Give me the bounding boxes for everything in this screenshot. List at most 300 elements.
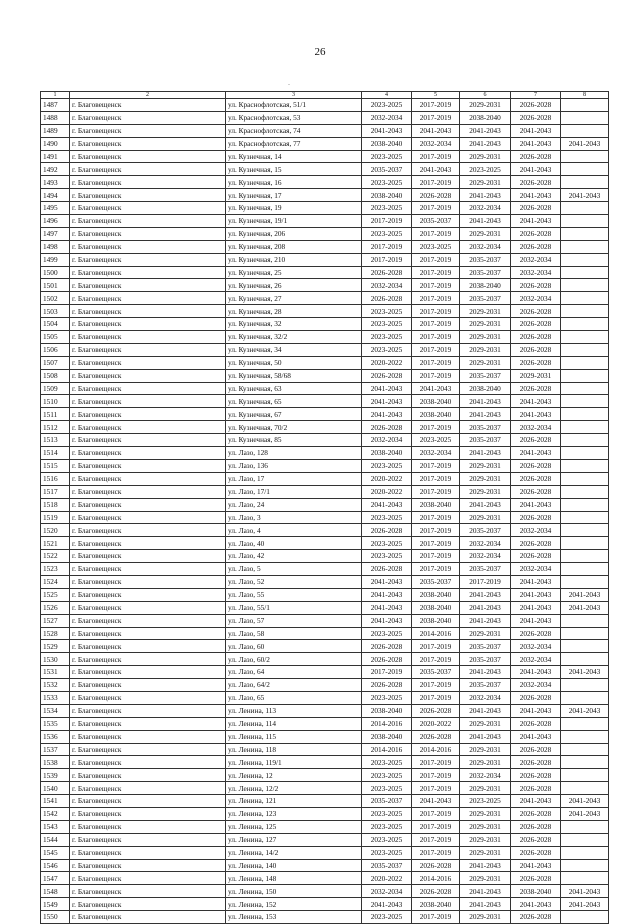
period-col-7-cell: 2026-2028 bbox=[511, 511, 561, 524]
city-cell: г. Благовещенск bbox=[70, 111, 226, 124]
table-row bbox=[41, 640, 609, 653]
period-col-8-cell: 2041-2043 bbox=[561, 898, 609, 911]
city-cell: г. Благовещенск bbox=[70, 215, 226, 228]
column-number-7: 7 bbox=[511, 92, 561, 99]
row-number-cell: 1489 bbox=[41, 124, 70, 137]
period-col-6-cell: 2029-2031 bbox=[460, 833, 511, 846]
period-col-4-cell: 2023-2025 bbox=[362, 911, 412, 924]
table-row bbox=[41, 266, 609, 279]
row-number-cell: 1491 bbox=[41, 150, 70, 163]
period-col-5-cell: 2017-2019 bbox=[412, 253, 460, 266]
period-col-4-cell: 2038-2040 bbox=[362, 189, 412, 202]
period-col-7-cell: 2041-2043 bbox=[511, 137, 561, 150]
period-col-5-cell: 2017-2019 bbox=[412, 485, 460, 498]
address-cell: ул. Ленина, 12/2 bbox=[226, 782, 362, 795]
table-row bbox=[41, 498, 609, 511]
row-number-cell: 1544 bbox=[41, 833, 70, 846]
period-col-4-cell: 2023-2025 bbox=[362, 511, 412, 524]
address-cell: ул. Кузнечная, 32 bbox=[226, 318, 362, 331]
period-col-8-cell bbox=[561, 498, 609, 511]
address-cell: ул. Кузнечная, 28 bbox=[226, 305, 362, 318]
period-col-5-cell: 2017-2019 bbox=[412, 756, 460, 769]
table-row bbox=[41, 189, 609, 202]
period-col-7-cell: 2032-2034 bbox=[511, 653, 561, 666]
table-row bbox=[41, 421, 609, 434]
period-col-5-cell: 2026-2028 bbox=[412, 704, 460, 717]
period-col-4-cell: 2041-2043 bbox=[362, 575, 412, 588]
table-row bbox=[41, 575, 609, 588]
period-col-6-cell: 2041-2043 bbox=[460, 447, 511, 460]
period-col-8-cell bbox=[561, 176, 609, 189]
period-col-4-cell: 2041-2043 bbox=[362, 898, 412, 911]
period-col-4-cell: 2023-2025 bbox=[362, 150, 412, 163]
period-col-8-cell bbox=[561, 563, 609, 576]
period-col-4-cell: 2014-2016 bbox=[362, 743, 412, 756]
period-col-6-cell: 2041-2043 bbox=[460, 601, 511, 614]
period-col-6-cell: 2041-2043 bbox=[460, 189, 511, 202]
table-row bbox=[41, 240, 609, 253]
row-number-cell: 1531 bbox=[41, 666, 70, 679]
table-row bbox=[41, 459, 609, 472]
address-cell: ул. Кузнечная, 14 bbox=[226, 150, 362, 163]
period-col-7-cell: 2041-2043 bbox=[511, 588, 561, 601]
period-col-7-cell: 2032-2034 bbox=[511, 640, 561, 653]
period-col-4-cell: 2023-2025 bbox=[362, 756, 412, 769]
period-col-6-cell: 2035-2037 bbox=[460, 640, 511, 653]
row-number-cell: 1529 bbox=[41, 640, 70, 653]
table-row bbox=[41, 369, 609, 382]
period-col-4-cell: 2020-2022 bbox=[362, 485, 412, 498]
table-row bbox=[41, 524, 609, 537]
period-col-5-cell: 2017-2019 bbox=[412, 846, 460, 859]
period-col-5-cell: 2017-2019 bbox=[412, 640, 460, 653]
table-row bbox=[41, 227, 609, 240]
period-col-5-cell: 2017-2019 bbox=[412, 150, 460, 163]
period-col-5-cell: 2017-2019 bbox=[412, 537, 460, 550]
table-row bbox=[41, 111, 609, 124]
row-number-cell: 1504 bbox=[41, 318, 70, 331]
period-col-8-cell bbox=[561, 395, 609, 408]
row-number-cell: 1509 bbox=[41, 382, 70, 395]
period-col-6-cell: 2029-2031 bbox=[460, 846, 511, 859]
address-cell: ул. Ленина, 14/2 bbox=[226, 846, 362, 859]
city-cell: г. Благовещенск bbox=[70, 691, 226, 704]
city-cell: г. Благовещенск bbox=[70, 769, 226, 782]
period-col-8-cell: 2041-2043 bbox=[561, 588, 609, 601]
period-col-8-cell: 2041-2043 bbox=[561, 807, 609, 820]
table-row bbox=[41, 846, 609, 859]
city-cell: г. Благовещенск bbox=[70, 550, 226, 563]
period-col-8-cell bbox=[561, 266, 609, 279]
city-cell: г. Благовещенск bbox=[70, 472, 226, 485]
period-col-4-cell: 2017-2019 bbox=[362, 666, 412, 679]
city-cell: г. Благовещенск bbox=[70, 447, 226, 460]
address-cell: ул. Кузнечная, 19/1 bbox=[226, 215, 362, 228]
row-number-cell: 1507 bbox=[41, 356, 70, 369]
period-col-8-cell bbox=[561, 356, 609, 369]
column-number-4: 4 bbox=[362, 92, 412, 99]
period-col-6-cell: 2029-2031 bbox=[460, 305, 511, 318]
period-col-5-cell: 2026-2028 bbox=[412, 885, 460, 898]
period-col-6-cell: 2029-2031 bbox=[460, 343, 511, 356]
row-number-cell: 1523 bbox=[41, 563, 70, 576]
address-cell: ул. Кузнечная, 63 bbox=[226, 382, 362, 395]
period-col-4-cell: 2020-2022 bbox=[362, 356, 412, 369]
period-col-4-cell: 2023-2025 bbox=[362, 807, 412, 820]
period-col-8-cell: 2041-2043 bbox=[561, 704, 609, 717]
row-number-cell: 1493 bbox=[41, 176, 70, 189]
period-col-8-cell bbox=[561, 472, 609, 485]
period-col-4-cell: 2041-2043 bbox=[362, 382, 412, 395]
period-col-4-cell: 2035-2037 bbox=[362, 859, 412, 872]
address-cell: ул. Лазо, 55/1 bbox=[226, 601, 362, 614]
city-cell: г. Благовещенск bbox=[70, 640, 226, 653]
table-row bbox=[41, 563, 609, 576]
row-number-cell: 1533 bbox=[41, 691, 70, 704]
period-col-6-cell: 2029-2031 bbox=[460, 472, 511, 485]
address-cell: ул. Лазо, 4 bbox=[226, 524, 362, 537]
period-col-7-cell: 2026-2028 bbox=[511, 150, 561, 163]
period-col-7-cell: 2026-2028 bbox=[511, 911, 561, 924]
period-col-4-cell: 2038-2040 bbox=[362, 447, 412, 460]
table-row bbox=[41, 717, 609, 730]
row-number-cell: 1505 bbox=[41, 331, 70, 344]
period-col-7-cell: 2026-2028 bbox=[511, 227, 561, 240]
period-col-8-cell bbox=[561, 653, 609, 666]
row-number-cell: 1511 bbox=[41, 408, 70, 421]
address-cell: ул. Лазо, 24 bbox=[226, 498, 362, 511]
row-number-cell: 1519 bbox=[41, 511, 70, 524]
address-cell: ул. Лазо, 60/2 bbox=[226, 653, 362, 666]
period-col-8-cell: 2041-2043 bbox=[561, 137, 609, 150]
table-row bbox=[41, 769, 609, 782]
table-row bbox=[41, 537, 609, 550]
period-col-5-cell: 2032-2034 bbox=[412, 447, 460, 460]
table-row bbox=[41, 898, 609, 911]
period-col-4-cell: 2023-2025 bbox=[362, 782, 412, 795]
address-cell: ул. Кузнечная, 19 bbox=[226, 202, 362, 215]
table-row bbox=[41, 253, 609, 266]
period-col-7-cell: 2026-2028 bbox=[511, 111, 561, 124]
period-col-7-cell: 2026-2028 bbox=[511, 807, 561, 820]
period-col-8-cell bbox=[561, 215, 609, 228]
period-col-4-cell: 2041-2043 bbox=[362, 588, 412, 601]
address-cell: ул. Ленина, 140 bbox=[226, 859, 362, 872]
table-row bbox=[41, 833, 609, 846]
city-cell: г. Благовещенск bbox=[70, 885, 226, 898]
period-col-7-cell: 2026-2028 bbox=[511, 691, 561, 704]
address-cell: ул. Лазо, 40 bbox=[226, 537, 362, 550]
table-row bbox=[41, 202, 609, 215]
period-col-7-cell: 2041-2043 bbox=[511, 163, 561, 176]
city-cell: г. Благовещенск bbox=[70, 524, 226, 537]
column-number-5: 5 bbox=[412, 92, 460, 99]
city-cell: г. Благовещенск bbox=[70, 408, 226, 421]
period-col-8-cell bbox=[561, 550, 609, 563]
city-cell: г. Благовещенск bbox=[70, 627, 226, 640]
table-row bbox=[41, 137, 609, 150]
row-number-cell: 1545 bbox=[41, 846, 70, 859]
address-cell: ул. Краснофлотская, 77 bbox=[226, 137, 362, 150]
city-cell: г. Благовещенск bbox=[70, 911, 226, 924]
period-col-8-cell bbox=[561, 318, 609, 331]
period-col-6-cell: 2035-2037 bbox=[460, 434, 511, 447]
row-number-cell: 1498 bbox=[41, 240, 70, 253]
period-col-4-cell: 2035-2037 bbox=[362, 163, 412, 176]
period-col-7-cell: 2026-2028 bbox=[511, 472, 561, 485]
period-col-6-cell: 2032-2034 bbox=[460, 769, 511, 782]
period-col-5-cell: 2017-2019 bbox=[412, 679, 460, 692]
period-col-5-cell: 2038-2040 bbox=[412, 395, 460, 408]
table-row bbox=[41, 704, 609, 717]
period-col-4-cell: 2023-2025 bbox=[362, 691, 412, 704]
period-col-5-cell: 2017-2019 bbox=[412, 563, 460, 576]
table-row bbox=[41, 859, 609, 872]
period-col-6-cell: 2041-2043 bbox=[460, 614, 511, 627]
table-row bbox=[41, 614, 609, 627]
address-cell: ул. Кузнечная, 25 bbox=[226, 266, 362, 279]
period-col-6-cell: 2038-2040 bbox=[460, 111, 511, 124]
period-col-8-cell bbox=[561, 292, 609, 305]
period-col-5-cell: 2017-2019 bbox=[412, 343, 460, 356]
row-number-cell: 1546 bbox=[41, 859, 70, 872]
period-col-5-cell: 2041-2043 bbox=[412, 163, 460, 176]
period-col-7-cell: 2041-2043 bbox=[511, 898, 561, 911]
period-col-6-cell: 2029-2031 bbox=[460, 717, 511, 730]
city-cell: г. Благовещенск bbox=[70, 318, 226, 331]
period-col-8-cell bbox=[561, 421, 609, 434]
table-row bbox=[41, 318, 609, 331]
period-col-4-cell: 2023-2025 bbox=[362, 305, 412, 318]
city-cell: г. Благовещенск bbox=[70, 356, 226, 369]
row-number-cell: 1514 bbox=[41, 447, 70, 460]
period-col-5-cell: 2014-2016 bbox=[412, 627, 460, 640]
table-row bbox=[41, 588, 609, 601]
period-col-7-cell: 2026-2028 bbox=[511, 331, 561, 344]
period-col-5-cell: 2017-2019 bbox=[412, 202, 460, 215]
column-number-1: 1 bbox=[41, 92, 70, 99]
period-col-8-cell bbox=[561, 485, 609, 498]
page-number: 26 bbox=[314, 46, 326, 58]
period-col-8-cell bbox=[561, 163, 609, 176]
period-col-4-cell: 2023-2025 bbox=[362, 331, 412, 344]
period-col-7-cell: 2026-2028 bbox=[511, 318, 561, 331]
table-body bbox=[41, 99, 609, 924]
period-col-4-cell: 2041-2043 bbox=[362, 614, 412, 627]
period-col-5-cell: 2017-2019 bbox=[412, 279, 460, 292]
period-col-5-cell: 2026-2028 bbox=[412, 730, 460, 743]
period-col-8-cell bbox=[561, 240, 609, 253]
city-cell: г. Благовещенск bbox=[70, 279, 226, 292]
period-col-7-cell: 2026-2028 bbox=[511, 279, 561, 292]
address-cell: ул. Лазо, 17 bbox=[226, 472, 362, 485]
city-cell: г. Благовещенск bbox=[70, 872, 226, 885]
table-row bbox=[41, 627, 609, 640]
period-col-8-cell bbox=[561, 769, 609, 782]
row-number-cell: 1542 bbox=[41, 807, 70, 820]
table-row bbox=[41, 511, 609, 524]
period-col-5-cell: 2017-2019 bbox=[412, 292, 460, 305]
period-col-6-cell: 2041-2043 bbox=[460, 395, 511, 408]
period-col-6-cell: 2041-2043 bbox=[460, 215, 511, 228]
period-col-6-cell: 2041-2043 bbox=[460, 666, 511, 679]
row-number-cell: 1494 bbox=[41, 189, 70, 202]
city-cell: г. Благовещенск bbox=[70, 782, 226, 795]
period-col-8-cell bbox=[561, 640, 609, 653]
period-col-8-cell bbox=[561, 150, 609, 163]
row-number-cell: 1501 bbox=[41, 279, 70, 292]
column-number-2: 2 bbox=[70, 92, 226, 99]
table-row bbox=[41, 743, 609, 756]
period-col-4-cell: 2023-2025 bbox=[362, 99, 412, 112]
period-col-4-cell: 2023-2025 bbox=[362, 833, 412, 846]
period-col-7-cell: 2026-2028 bbox=[511, 434, 561, 447]
period-col-7-cell: 2026-2028 bbox=[511, 99, 561, 112]
table-row bbox=[41, 872, 609, 885]
period-col-4-cell: 2041-2043 bbox=[362, 408, 412, 421]
row-number-cell: 1539 bbox=[41, 769, 70, 782]
period-col-4-cell: 2041-2043 bbox=[362, 395, 412, 408]
row-number-cell: 1517 bbox=[41, 485, 70, 498]
row-number-cell: 1497 bbox=[41, 227, 70, 240]
period-col-5-cell: 2014-2016 bbox=[412, 743, 460, 756]
period-col-6-cell: 2029-2031 bbox=[460, 743, 511, 756]
period-col-7-cell: 2026-2028 bbox=[511, 459, 561, 472]
period-col-5-cell: 2017-2019 bbox=[412, 511, 460, 524]
table-row bbox=[41, 653, 609, 666]
address-cell: ул. Лазо, 5 bbox=[226, 563, 362, 576]
period-col-7-cell: 2032-2034 bbox=[511, 253, 561, 266]
period-col-4-cell: 2017-2019 bbox=[362, 240, 412, 253]
city-cell: г. Благовещенск bbox=[70, 331, 226, 344]
period-col-4-cell: 2026-2028 bbox=[362, 266, 412, 279]
period-col-5-cell: 2017-2019 bbox=[412, 833, 460, 846]
period-col-4-cell: 2032-2034 bbox=[362, 111, 412, 124]
table-row bbox=[41, 730, 609, 743]
period-col-7-cell: 2032-2034 bbox=[511, 292, 561, 305]
period-col-7-cell: 2026-2028 bbox=[511, 550, 561, 563]
period-col-7-cell: 2041-2043 bbox=[511, 124, 561, 137]
city-cell: г. Благовещенск bbox=[70, 459, 226, 472]
period-col-8-cell bbox=[561, 743, 609, 756]
period-col-6-cell: 2032-2034 bbox=[460, 240, 511, 253]
period-col-5-cell: 2017-2019 bbox=[412, 305, 460, 318]
row-number-cell: 1543 bbox=[41, 820, 70, 833]
table-row bbox=[41, 550, 609, 563]
period-col-8-cell bbox=[561, 872, 609, 885]
period-col-8-cell bbox=[561, 459, 609, 472]
address-cell: ул. Лазо, 64 bbox=[226, 666, 362, 679]
address-cell: ул. Ленина, 148 bbox=[226, 872, 362, 885]
city-cell: г. Благовещенск bbox=[70, 395, 226, 408]
period-col-6-cell: 2035-2037 bbox=[460, 563, 511, 576]
period-col-6-cell: 2035-2037 bbox=[460, 369, 511, 382]
period-col-4-cell: 2023-2025 bbox=[362, 343, 412, 356]
address-cell: ул. Ленина, 153 bbox=[226, 911, 362, 924]
row-number-cell: 1540 bbox=[41, 782, 70, 795]
scan-mark: . bbox=[288, 78, 290, 87]
period-col-8-cell bbox=[561, 691, 609, 704]
period-col-6-cell: 2032-2034 bbox=[460, 691, 511, 704]
period-col-8-cell: 2041-2043 bbox=[561, 885, 609, 898]
period-col-6-cell: 2029-2031 bbox=[460, 807, 511, 820]
period-col-8-cell bbox=[561, 537, 609, 550]
period-col-4-cell: 2023-2025 bbox=[362, 769, 412, 782]
city-cell: г. Благовещенск bbox=[70, 833, 226, 846]
period-col-6-cell: 2029-2031 bbox=[460, 485, 511, 498]
table-row bbox=[41, 820, 609, 833]
period-col-7-cell: 2041-2043 bbox=[511, 408, 561, 421]
period-col-7-cell: 2041-2043 bbox=[511, 395, 561, 408]
period-col-7-cell: 2041-2043 bbox=[511, 795, 561, 808]
period-col-7-cell: 2038-2040 bbox=[511, 885, 561, 898]
period-col-5-cell: 2041-2043 bbox=[412, 382, 460, 395]
table-row bbox=[41, 343, 609, 356]
address-cell: ул. Кузнечная, 27 bbox=[226, 292, 362, 305]
table-row bbox=[41, 911, 609, 924]
table-row bbox=[41, 176, 609, 189]
period-col-6-cell: 2032-2034 bbox=[460, 537, 511, 550]
address-cell: ул. Краснофлотская, 51/1 bbox=[226, 99, 362, 112]
period-col-6-cell: 2029-2031 bbox=[460, 627, 511, 640]
period-col-4-cell: 2023-2025 bbox=[362, 846, 412, 859]
period-col-7-cell: 2026-2028 bbox=[511, 356, 561, 369]
period-col-5-cell: 2017-2019 bbox=[412, 356, 460, 369]
address-cell: ул. Лазо, 52 bbox=[226, 575, 362, 588]
city-cell: г. Благовещенск bbox=[70, 666, 226, 679]
row-number-cell: 1541 bbox=[41, 795, 70, 808]
period-col-5-cell: 2023-2025 bbox=[412, 434, 460, 447]
row-number-cell: 1490 bbox=[41, 137, 70, 150]
city-cell: г. Благовещенск bbox=[70, 137, 226, 150]
period-col-4-cell: 2020-2022 bbox=[362, 472, 412, 485]
period-col-6-cell: 2032-2034 bbox=[460, 550, 511, 563]
period-col-7-cell: 2041-2043 bbox=[511, 447, 561, 460]
period-col-7-cell: 2026-2028 bbox=[511, 717, 561, 730]
period-col-8-cell bbox=[561, 575, 609, 588]
period-col-7-cell: 2041-2043 bbox=[511, 575, 561, 588]
period-col-4-cell: 2023-2025 bbox=[362, 202, 412, 215]
period-col-8-cell bbox=[561, 111, 609, 124]
period-col-6-cell: 2017-2019 bbox=[460, 575, 511, 588]
period-col-8-cell bbox=[561, 124, 609, 137]
address-cell: ул. Кузнечная, 70/2 bbox=[226, 421, 362, 434]
period-col-6-cell: 2029-2031 bbox=[460, 176, 511, 189]
table-row bbox=[41, 601, 609, 614]
period-col-7-cell: 2026-2028 bbox=[511, 846, 561, 859]
period-col-6-cell: 2041-2043 bbox=[460, 124, 511, 137]
period-col-8-cell bbox=[561, 382, 609, 395]
row-number-cell: 1520 bbox=[41, 524, 70, 537]
period-col-8-cell bbox=[561, 627, 609, 640]
period-col-7-cell: 2026-2028 bbox=[511, 537, 561, 550]
period-col-8-cell bbox=[561, 227, 609, 240]
row-number-cell: 1492 bbox=[41, 163, 70, 176]
address-cell: ул. Краснофлотская, 74 bbox=[226, 124, 362, 137]
period-col-8-cell bbox=[561, 859, 609, 872]
period-col-5-cell: 2032-2034 bbox=[412, 137, 460, 150]
period-col-8-cell bbox=[561, 202, 609, 215]
period-col-6-cell: 2038-2040 bbox=[460, 279, 511, 292]
period-col-5-cell: 2041-2043 bbox=[412, 795, 460, 808]
period-col-6-cell: 2035-2037 bbox=[460, 524, 511, 537]
city-cell: г. Благовещенск bbox=[70, 202, 226, 215]
table-row bbox=[41, 331, 609, 344]
period-col-4-cell: 2032-2034 bbox=[362, 434, 412, 447]
column-number-6: 6 bbox=[460, 92, 511, 99]
address-cell: ул. Ленина, 115 bbox=[226, 730, 362, 743]
period-col-6-cell: 2029-2031 bbox=[460, 911, 511, 924]
